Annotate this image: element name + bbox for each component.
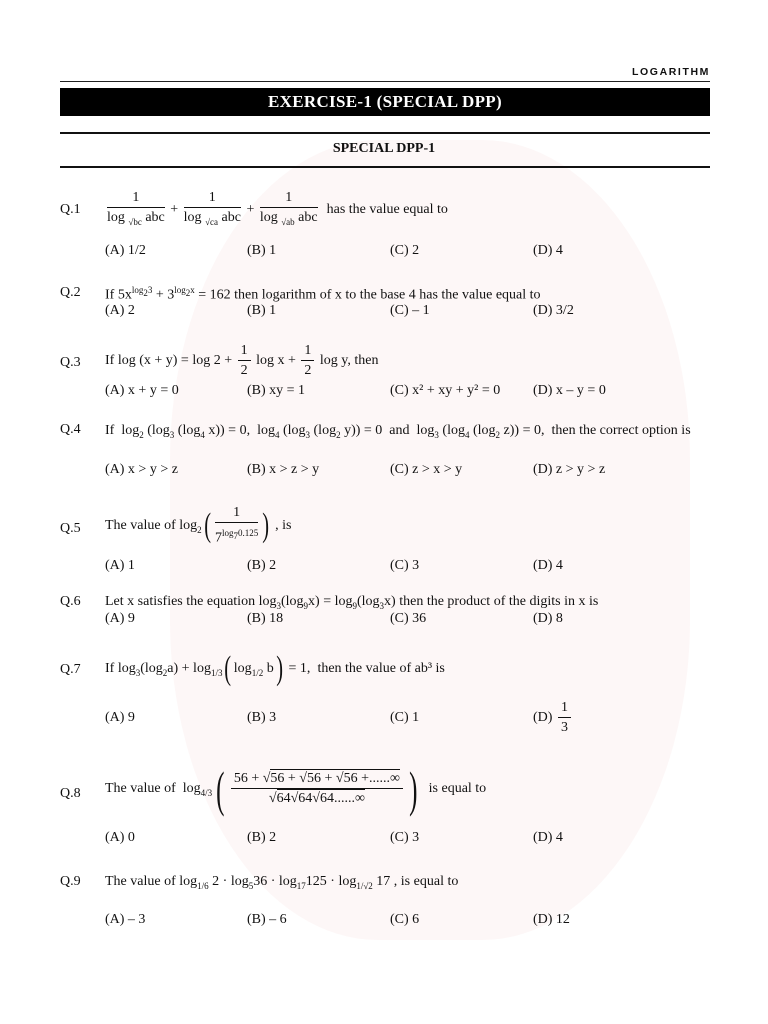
chapter-title: LOGARITHM [632, 66, 710, 78]
option-c: (C) 6 [390, 912, 420, 927]
math-fraction: $\frac{1}{\log _{√bc} abc}$ [107, 190, 165, 227]
option-a: (A) 0 [105, 830, 135, 845]
option-c: (C) 3 [390, 558, 420, 573]
option-d: (D) 8 [533, 611, 563, 626]
question-tail: is equal to [428, 781, 487, 797]
option-b: (B) 18 [247, 611, 284, 626]
subtitle-bottom-rule [60, 166, 710, 168]
option-d: (D) 4 [533, 558, 563, 573]
question-text: The value of [105, 518, 176, 534]
subtitle-top-rule [60, 132, 710, 134]
question-tail: then the value of ab³ is [317, 661, 445, 677]
option-b: (B) 2 [247, 830, 277, 845]
math-fraction: $\frac{1}{2}$ [301, 343, 314, 379]
question-text: Let x satisfies the equation [105, 594, 256, 609]
option-d: (D) 4 [533, 243, 563, 258]
question-stem: Let x satisfies the equation $\log_3(\log_9x) = \log_9(\log_3x)$ then the product of the digits in x is [105, 594, 599, 611]
question-stem: If $\log_3(\log_2a) + \log_{1/3}$( $\log_{1/2} b) = 1$, then the value of ab³ is [105, 650, 445, 687]
math-fraction: $\frac{1}{7^{log_70.125}}$ [214, 505, 259, 546]
option-a: (A) 1 [105, 558, 135, 573]
option-d: (D) x – y = 0 [533, 383, 606, 398]
question-text: has the value equal to [326, 202, 448, 218]
question-number: Q.1 [60, 202, 81, 217]
option-c: (C) 3 [390, 830, 420, 845]
option-a: (A) x + y = 0 [105, 383, 179, 398]
question-text: then the correct option is [551, 423, 691, 438]
question-text: then [354, 353, 379, 369]
option-d: (D) 12 [533, 912, 570, 927]
option-b: (B) xy = 1 [247, 383, 306, 398]
question-tail: , is [275, 518, 292, 534]
math-fraction: $\frac{1}{2}$ [238, 343, 251, 379]
question-text: The value of [105, 781, 176, 797]
option-d: (D) 3/2 [533, 303, 574, 318]
question-stem: If $\log_2 (\log_3$ ($\log_4$ x)) = 0, $\log_4 (\log_3$ ($\log_2$ y)) = 0 and $\log_3 (\log_4$ ($\log_2$ z)) = 0, then the correct option is [105, 423, 691, 440]
question-stem: If $5x^{log_23} + 3^{log_2x} = 162$ then logarithm of x to the base 4 has the value equal to [105, 285, 541, 303]
question-stem: The value of $\log_{1/6} 2 \cdot \log_536 \cdot \log_{17}125 \cdot \log_{1/√2} 17$ , is equal to [105, 874, 459, 891]
question-number: Q.4 [60, 422, 81, 437]
math-fraction: $\frac{1}{\log _{√ca} abc}$ [183, 190, 241, 227]
option-c: (C) – 1 [390, 303, 430, 318]
math-fraction: $\frac{1}{\log _{√ab} abc}$ [259, 190, 318, 227]
option-b: (B) 2 [247, 558, 277, 573]
question-stem: The value of $\log_2$( $\frac{1}{7^{log_70.125}}$ ) , is [105, 505, 292, 546]
question-stem: If log (x + y) = log 2 + $\frac{1}{2}$ log x + $\frac{1}{2}$ log y, then [105, 343, 379, 378]
exercise-banner: EXERCISE-1 (SPECIAL DPP) [60, 88, 710, 116]
question-number: Q.6 [60, 594, 81, 609]
subtitle: SPECIAL DPP-1 [332, 141, 436, 156]
option-d: (D) 4 [533, 830, 563, 845]
option-a: (A) x > y > z [105, 462, 178, 477]
option-c: (C) z > x > y [390, 462, 463, 477]
question-text: If [105, 661, 115, 677]
question-text: The value of [105, 874, 176, 889]
question-stem: $\frac{1}{\log _{√bc} abc}$ + $\frac{1}{\log _{√ca} abc}$ + $\frac{1}{\log _{√ab} abc}$ has the value equal to [105, 190, 715, 230]
option-c: (C) 36 [390, 611, 427, 626]
option-c: (C) 2 [390, 243, 420, 258]
question-tail: then the product of the digits in x is [399, 594, 599, 609]
option-c: (C) x² + xy + y² = 0 [390, 383, 501, 398]
question-number: Q.3 [60, 355, 81, 370]
option-b: (B) – 6 [247, 912, 287, 927]
math-fraction: $\frac{1}{3}$ [558, 700, 571, 736]
math-fraction: $\frac{56 + √56 + √56 + √56 +......\infty}{√64√64√64......\infty}$ [231, 771, 403, 807]
option-b: (B) x > z > y [247, 462, 320, 477]
option-d: (D) z > y > z [533, 462, 606, 477]
option-a: (A) 9 [105, 611, 135, 626]
question-tail: , is equal to [393, 874, 459, 889]
question-number: Q.5 [60, 521, 81, 536]
question-number: Q.2 [60, 285, 81, 300]
option-a: (A) – 3 [105, 912, 146, 927]
option-a: (A) 9 [105, 710, 135, 725]
option-a: (A) 2 [105, 303, 135, 318]
option-b: (B) 3 [247, 710, 277, 725]
option-a: (A) 1/2 [105, 243, 146, 258]
header-rule [60, 81, 710, 82]
question-stem: The value of $\log_{4/3}$( $\frac{56 + √56 + √56 + √56 +......\infty}{√64√64√64......\infty}$ ) is equal to [105, 761, 487, 817]
question-number: Q.9 [60, 874, 81, 889]
option-b: (B) 1 [247, 303, 277, 318]
option-c: (C) 1 [390, 710, 420, 725]
option-b: (B) 1 [247, 243, 277, 258]
option-d: (D) $\frac{1}{3}$ [533, 700, 573, 736]
question-text: then logarithm of x to the base 4 has the value equal to [234, 287, 541, 303]
question-number: Q.8 [60, 786, 81, 801]
question-number: Q.7 [60, 662, 81, 677]
